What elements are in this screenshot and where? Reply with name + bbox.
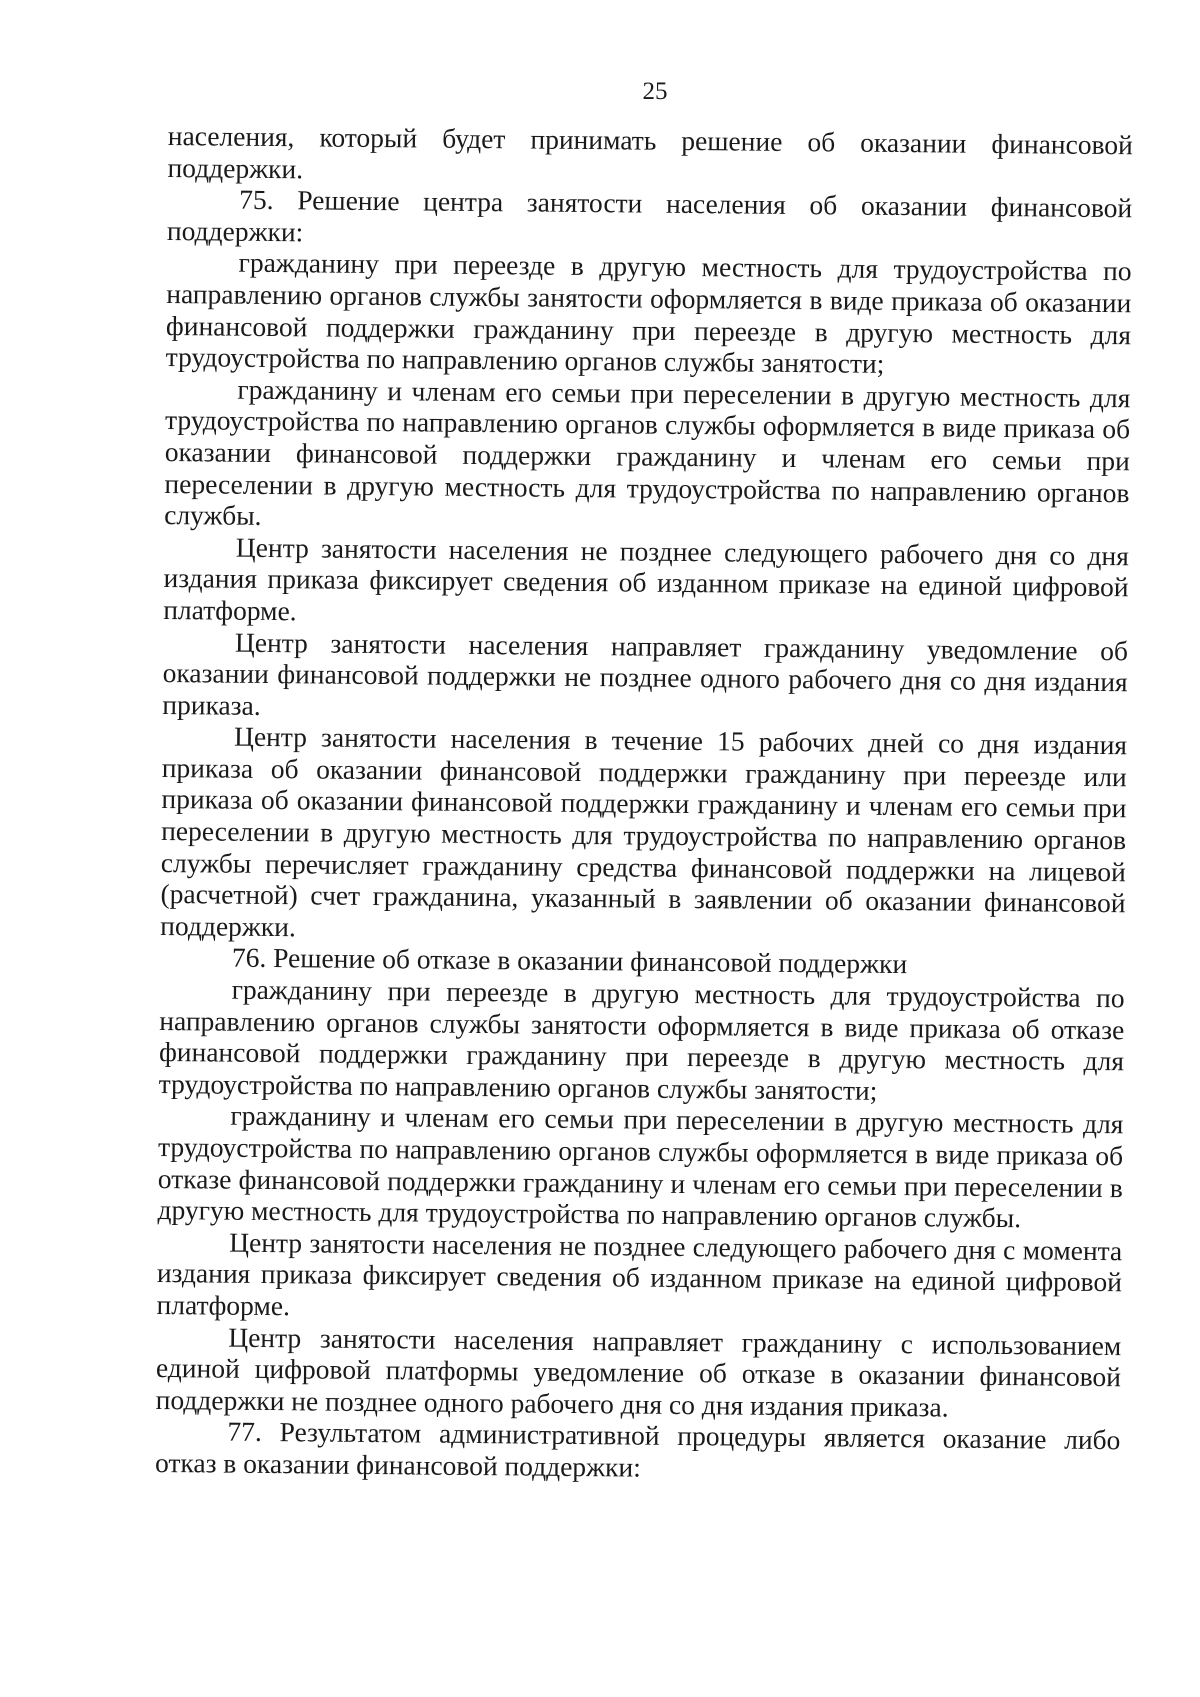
paragraph-75-notification: Центр занятости населения направляет гражданину уведомление об оказании финансовой поддержки не позднее одного рабочего дня со дня издания приказа. [162, 626, 1129, 721]
paragraph-75-heading: 75. Решение центра занятости населения об оказании финансовой поддержки: [166, 183, 1133, 248]
paragraph-76-notification: Центр занятости населения направляет гражданину с использованием единой цифровой платформы уведомление об отказе в оказании финансовой поддержки не позднее одного рабочего дня со дня издания приказа. [155, 1321, 1122, 1423]
paragraph-76-relocation: гражданину при переезде в другую местность для трудоустройства по направлению органов службы занятости оформляется в виде приказа об отказе финансовой поддержки гражданину при переезде в другую местность для трудоустройства по направлению органов службы занятости; [158, 973, 1125, 1106]
paragraph-75-platform-record: Центр занятости населения не позднее следующего рабочего дня со дня издания приказа фиксирует сведения об изданном приказе на единой цифровой платформе. [163, 531, 1130, 627]
paragraph-76-family-resettlement: гражданину и членам его семьи при переселении в другую местность для трудоустройства по направлению органов службы оформляется в виде приказа об отказе финансовой поддержки гражданину и членам его семьи при переселении в другую местность для трудоустройства по направлению органов службы. [157, 1100, 1124, 1234]
paragraph-75-family-resettlement: гражданину и членам его семьи при переселении в другую местность для трудоустройства по направлению органов службы оформляется в виде приказа об оказании финансовой поддержки гражданину и членам его семьи при переселении в другую местность для трудоустройства по направлению органов службы. [164, 373, 1131, 532]
paragraph-77-heading: 77. Результатом административной процедуры является оказание либо отказ в оказании финансовой поддержки: [154, 1415, 1121, 1483]
document-body [155, 120, 1133, 1488]
page-number: 25 [642, 78, 668, 105]
paragraph-continuation: населения, который будет принимать решение об оказании финансовой поддержки. [167, 120, 1133, 184]
paragraph-75-payment: Центр занятости населения в течение 15 рабочих дней со дня издания приказа об оказании финансовой поддержки гражданину при переезде или приказа об оказании финансовой поддержки гражданину и членам его семьи при переселении в другую местность для трудоустройства по направлению органов службы перечисляет гражданину средства финансовой поддержки на лицевой (расчетной) счет гражданина, указанный в заявлении об оказании финансовой поддержки. [160, 720, 1128, 943]
paragraph-75-relocation: гражданину при переезде в другую местность для трудоустройства по направлению органов службы занятости оформляется в виде приказа об оказании финансовой поддержки гражданину при переезде в другую местность для трудоустройства по направлению органов службы занятости; [165, 247, 1132, 380]
paragraph-76-heading: 76. Решение об отказе в оказании финансовой поддержки [231, 942, 908, 980]
paragraph-76-platform-record: Центр занятости населения не позднее следующего рабочего дня с момента издания приказа фиксирует сведения об изданном приказе на единой цифровой платформе. [156, 1226, 1123, 1322]
